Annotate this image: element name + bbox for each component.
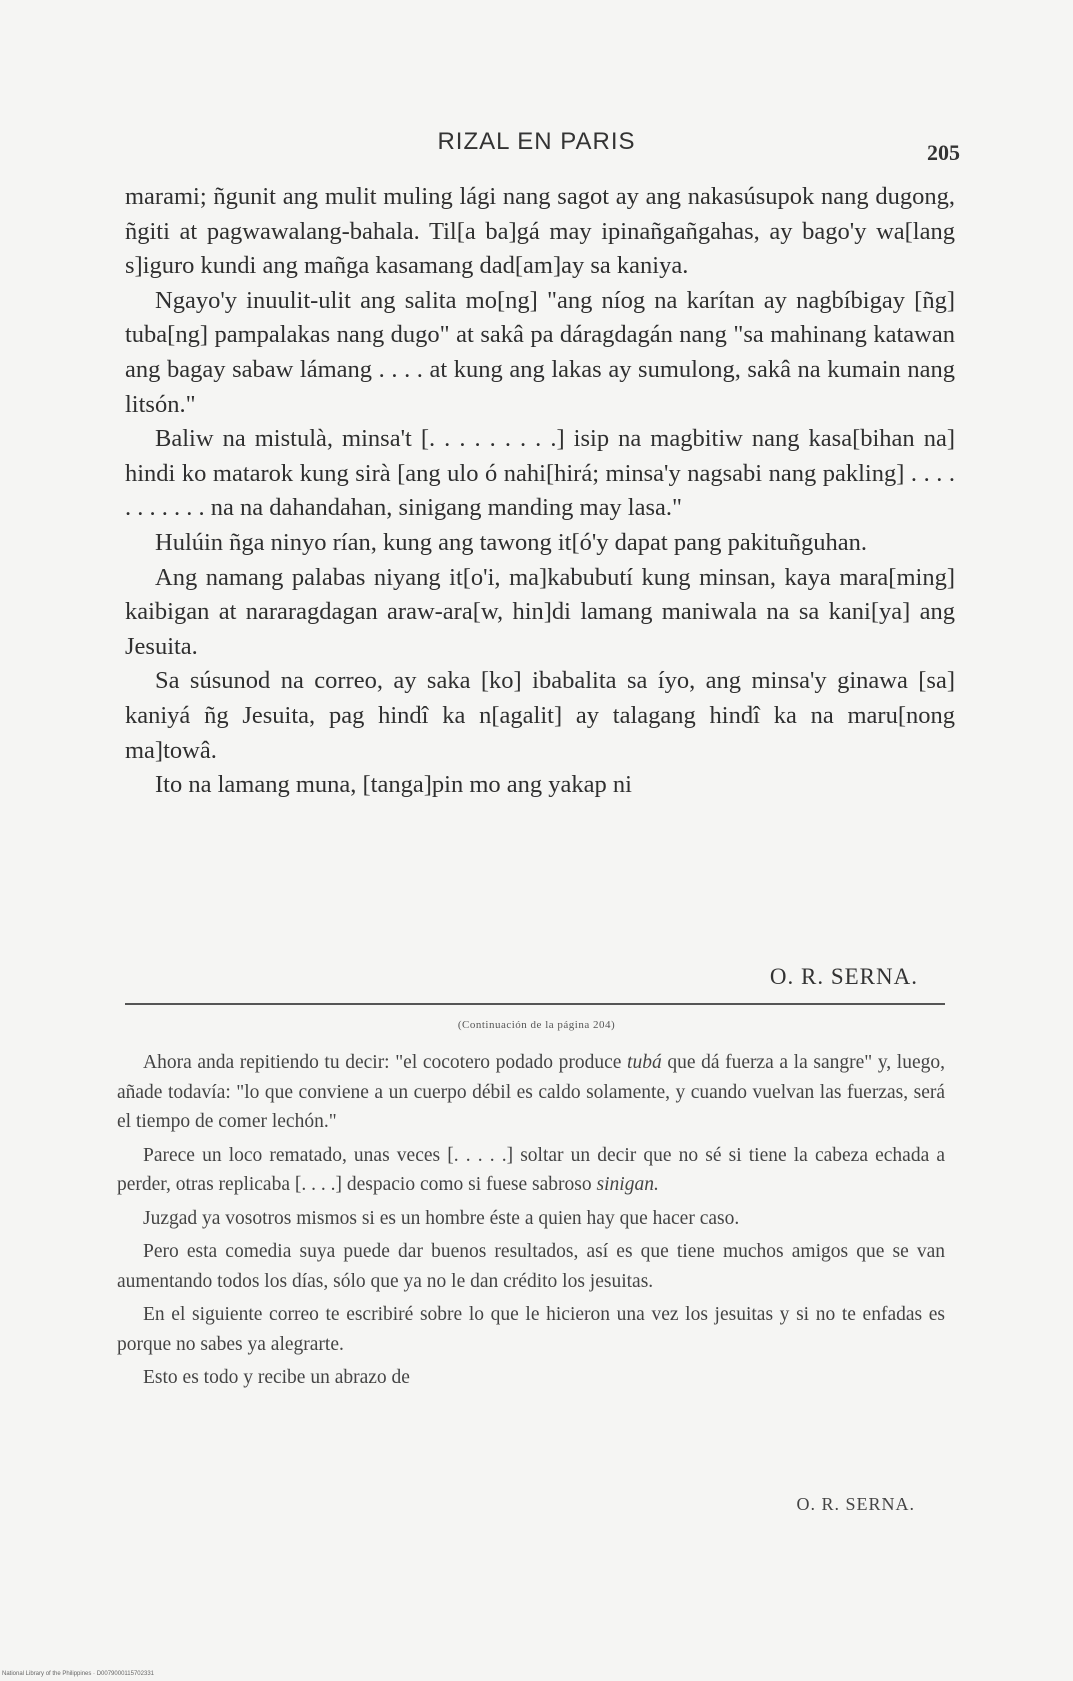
text-run: Parece un loco rematado, unas veces [. . . . .] soltar un decir que no sé si tiene la cabeza echada a perder, otras replicaba [. . . .] despacio como si fuese sabroso bbox=[117, 1144, 945, 1195]
tagalog-signature: O. R. SERNA. bbox=[769, 964, 918, 989]
text-run: Ahora anda repitiendo tu decir: "el cocotero podado produce bbox=[143, 1052, 628, 1073]
spanish-paragraph: Esto es todo y recibe un abrazo de bbox=[143, 1367, 410, 1388]
spanish-text-block bbox=[117, 1048, 945, 1397]
page-number: 205 bbox=[927, 140, 960, 165]
tagalog-paragraph: Baliw na mistulà, minsa't [. . . . . . . . .] isip na magbitiw nang kasa[bihan na] hindi ko matarok kung sirà [ang ulo ó nahi[hirá; minsa'y nagsabi nang pakling] . . . . . . . . . . . na na dahandahan, sinigang manding may lasa." bbox=[125, 425, 955, 522]
tagalog-paragraph: Sa súsunod na correo, ay saka [ko] ibabalita sa íyo, ang minsa'y ginawa [sa] kaniyá ñg Jesuita, pag hindî ka n[agalit] ay talagang hindî ka na maru[nong ma]towâ. bbox=[125, 667, 955, 764]
tagalog-paragraph: Ito na lamang muna, [tanga]pin mo ang yakap ni bbox=[155, 771, 632, 799]
running-title: RIZAL EN PARIS bbox=[437, 128, 636, 155]
tagalog-paragraph: Ngayo'y inuulit-ulit ang salita mo[ng] "ang níog na karítan ay nagbíbigay [ñg] tuba[ng] pampalakas nang dugo" at sakâ pa dáragdagán nang "sa mahinang katawan ang bagay sabaw lámang . . . . at kung ang lakas ay sumulong, sakâ na kumain nang litsón." bbox=[125, 286, 955, 418]
tagalog-paragraph: Ang namang palabas niyang it[o'i, ma]kabubutí kung minsan, kaya mara[ming] kaibigan at nararagdagan araw-ara[w, hin]di lamang maniwala na sa kani[ya] ang Jesuita. bbox=[125, 563, 955, 660]
spanish-paragraph: Juzgad ya vosotros mismos si es un hombre éste a quien hay que hacer caso. bbox=[143, 1207, 740, 1229]
italic-word: tubá bbox=[627, 1052, 662, 1073]
spanish-paragraph bbox=[117, 1141, 945, 1200]
text-run: que dá fuerza a la sangre" y, luego, añade todavía: "lo que conviene a un cuerpo débil es caldo solamente, y cuando vuelvan las fuerzas, será el tiempo de comer lechón." bbox=[117, 1052, 945, 1132]
spanish-signature: O. R. SERNA. bbox=[796, 1494, 915, 1514]
italic-word: sinigan. bbox=[596, 1174, 659, 1195]
spanish-paragraph: Pero esta comedia suya puede dar buenos resultados, así es que tiene muchos amigos que se van aumentando todos los días, sólo que ya no le dan crédito los jesuitas. bbox=[117, 1241, 945, 1292]
tagalog-text-block bbox=[125, 180, 955, 803]
spanish-paragraph: En el siguiente correo te escribiré sobre lo que le hicieron una vez los jesuitas y si no te enfadas es porque no sabes ya alegrarte. bbox=[117, 1304, 945, 1355]
tagalog-paragraph: Hulúin ñga ninyo rían, kung ang tawong it[ó'y dapat pang pakituñguhan. bbox=[155, 528, 868, 556]
continuation-note: (Continuación de la página 204) bbox=[457, 1019, 616, 1031]
tagalog-paragraph: marami; ñgunit ang mulit muling lági nang sagot ay ang nakasúsupok nang dugong, ñgiti at pagwawalang-bahala. Til[a ba]gá may ipinañgañgahas, ay bago'y wa[lang s]iguro kundi ang mañga kasamang dad[am]ay sa kaniya. bbox=[125, 183, 955, 280]
footer-credit: National Library of the Philippines · D0079000115702331 bbox=[2, 1671, 154, 1677]
section-divider bbox=[125, 1003, 945, 1005]
spanish-paragraph bbox=[117, 1048, 945, 1137]
